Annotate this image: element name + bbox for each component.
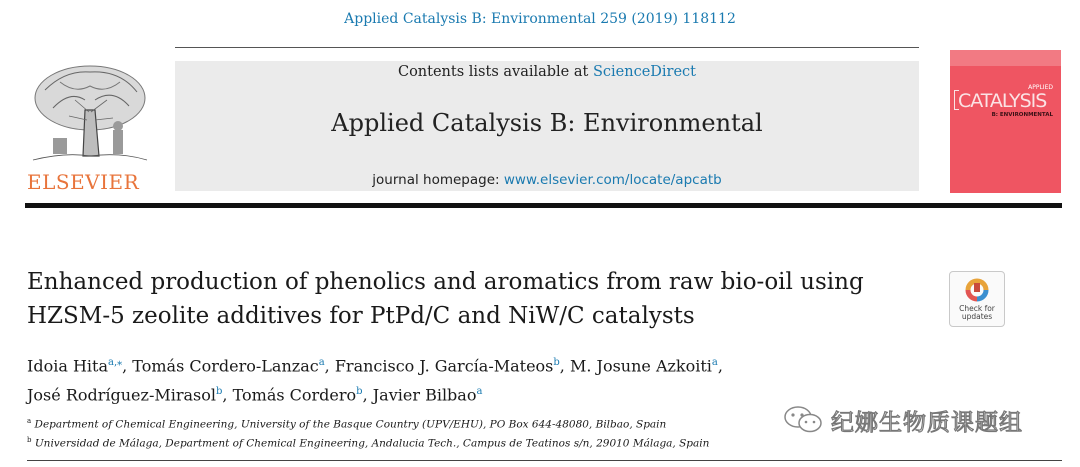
homepage-line [175, 172, 919, 188]
journal-title: Applied Catalysis B: Environmental [331, 109, 763, 137]
publisher-name: ELSEVIER [27, 170, 140, 194]
journal-cover[interactable] [950, 50, 1061, 193]
author-name[interactable]: M. Josune Azkoiti [569, 356, 712, 376]
badge-label [950, 305, 1004, 321]
author-affil-marker[interactable]: a [318, 357, 325, 368]
elsevier-tree-icon [25, 60, 155, 165]
sciencedirect-link[interactable]: ScienceDirect [592, 64, 697, 80]
affiliation-text: Department of Chemical Engineering, University of the Basque Country (UPV/EHU), PO Box 644-48080, Bilbao, Spain [34, 418, 667, 431]
author-affil-marker[interactable]: a,⁎ [107, 357, 123, 368]
cover-sub-label: B: ENVIRONMENTAL [991, 112, 1053, 118]
check-for-updates-button[interactable] [949, 271, 1005, 327]
watermark [783, 402, 1023, 438]
article-title-line-1: Enhanced production of phenolics and aromatics from raw bio-oil using [27, 269, 864, 295]
author-line-2: José Rodríguez-Mirasol$^b$, Tomás Cordero$^b$, Javier Bilbao$^a$ [27, 385, 483, 405]
wechat-icon [783, 405, 823, 435]
affiliation-key: b [27, 435, 32, 444]
article-title-line-2: HZSM-5 zeolite additives for PtPd/C and NiW/C catalysts [27, 303, 695, 329]
contents-prefix: Contents lists available at [397, 64, 593, 80]
author-name[interactable]: Javier Bilbao [372, 385, 477, 405]
cover-top-label: APPLIED [1028, 84, 1053, 91]
author-affil-marker[interactable]: b [356, 386, 363, 398]
watermark-text: 纪娜生物质课题组 [831, 409, 1023, 436]
affiliation-key: a [27, 417, 32, 425]
author-affil-marker[interactable]: b [553, 357, 560, 368]
author-affil-marker[interactable]: a [476, 386, 483, 398]
footer-rule [27, 460, 1062, 461]
check-for-updates-icon [950, 274, 1004, 306]
author-name[interactable]: Idoia Hita [27, 356, 108, 376]
author-name[interactable]: Francisco J. García-Mateos [334, 356, 554, 376]
author-affil-marker[interactable]: a [711, 357, 718, 368]
header-bottom-rule [25, 203, 1062, 208]
author-line-1: Idoia Hita$^{a,⁎}$, Tomás Cordero-Lanzac$^a$, Francisco J. García-Mateos$^b$, M. Josune Azkoiti$^a$, [27, 356, 723, 376]
header-top-rule [175, 47, 919, 48]
journal-citation: Applied Catalysis B: Environmental 259 (2019) 118112 [344, 11, 736, 27]
badge-label-line-1: Check for [959, 304, 995, 313]
author-list [27, 350, 927, 409]
homepage-link[interactable]: www.elsevier.com/locate/apcatb [503, 172, 722, 188]
contents-line [175, 64, 919, 80]
author-name[interactable]: Tomás Cordero-Lanzac [132, 356, 319, 376]
cover-main-label: CATALYSIS [958, 90, 1047, 112]
cover-top-strip [950, 50, 1061, 66]
badge-label-line-2: updates [961, 312, 993, 321]
affiliation-text: Universidad de Málaga, Department of Chemical Engineering, Andalucia Tech., Campus de Teatinos s/n, 29010 Málaga, Spain [34, 437, 710, 449]
article-title [27, 265, 927, 333]
author-name[interactable]: José Rodríguez-Mirasol [27, 385, 216, 405]
journal-header-box [175, 61, 919, 191]
author-name[interactable]: Tomás Cordero [232, 385, 357, 405]
author-affil-marker[interactable]: b [216, 386, 223, 398]
homepage-prefix: journal homepage: [372, 172, 504, 188]
